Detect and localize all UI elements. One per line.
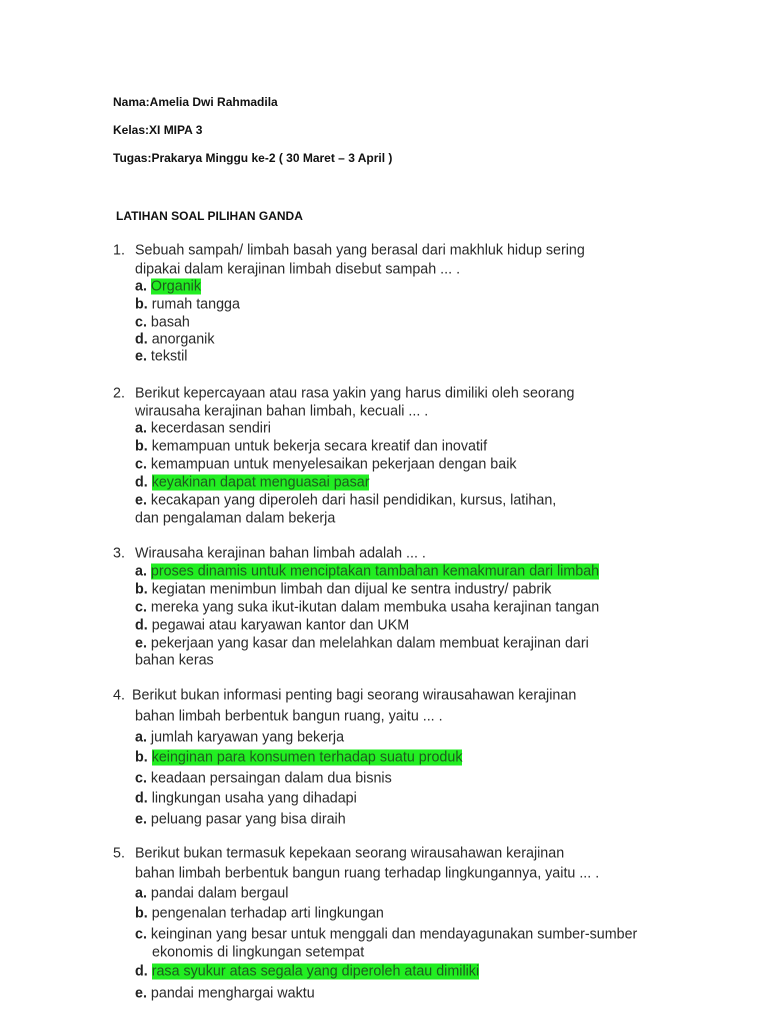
option-c [135,600,599,617]
option-b [135,582,551,599]
option-letter: d. [135,617,148,634]
option-letter: c. [135,456,147,473]
option-letter: b. [135,296,148,313]
option-text: rumah tangga [151,296,240,313]
option-letter: e. [135,348,147,365]
task-title: Tugas:Prakarya Minggu ke-2 ( 30 Maret – 3 April ) [113,151,393,165]
student-class: Kelas:XI MIPA 3 [113,123,203,137]
question-text: Berikut bukan informasi penting bagi seorang wirausahawan kerajinan [132,687,577,704]
option-a [135,564,599,581]
option-text: peluang pasar yang bisa diraih [150,811,346,828]
option-text: pekerjaan yang kasar dan melelahkan dalam membuat kerajinan dari [150,635,589,652]
option-text: lingkungan usaha yang dihadapi [151,790,357,807]
option-letter: b. [135,749,148,766]
option-text: pandai menghargai waktu [150,985,315,1002]
option-text-continuation: ekonomis di lingkungan setempat [152,944,365,961]
option-d [135,475,369,492]
option-text: keinginan yang besar untuk menggali dan mendayagunakan sumber-sumber [150,926,638,943]
option-d [135,964,479,981]
option-letter: c. [135,314,147,331]
option-letter: e. [135,635,147,652]
option-a [135,730,344,747]
selected-answer-highlight: rasa syukur atas segala yang diperoleh atau dimiliki [151,963,480,980]
option-letter: b. [135,905,148,922]
option-text: jumlah karyawan yang bekerja [150,729,345,746]
option-a [135,279,201,296]
option-text: kecakapan yang diperoleh dari hasil pendidikan, kursus, latihan, [150,492,557,509]
question-number: 5. [113,845,125,862]
option-text: tekstil [150,348,188,365]
option-c [135,927,637,944]
option-letter: a. [135,420,147,437]
selected-answer-highlight: keinginan para konsumen terhadap suatu produk [151,749,463,766]
selected-answer-highlight: proses dinamis untuk menciptakan tambahan kemakmuran dari limbah [150,563,600,580]
option-b [135,906,384,923]
option-letter: e. [135,811,147,828]
option-d [135,791,357,808]
option-letter: c. [135,926,147,943]
question-text: dipakai dalam kerajinan limbah disebut sampah ... . [135,261,461,278]
option-letter: b. [135,438,148,455]
section-title: LATIHAN SOAL PILIHAN GANDA [116,209,303,223]
option-text: keadaan persaingan dalam dua bisnis [150,770,392,787]
option-b [135,297,240,314]
option-a [135,421,271,438]
question-text: bahan limbah berbentuk bangun ruang, yaitu ... . [135,708,443,725]
question-text: wirausaha kerajinan bahan limbah, kecuali ... . [135,403,429,420]
option-letter: c. [135,770,147,787]
option-e [135,493,556,510]
option-letter: e. [135,985,147,1002]
option-text: pandai dalam bergaul [150,885,289,902]
option-letter: a. [135,729,147,746]
option-letter: c. [135,599,147,616]
option-e [135,636,589,653]
option-text: pegawai atau karyawan kantor dan UKM [151,617,410,634]
option-letter: b. [135,581,148,598]
option-text: pengenalan terhadap arti lingkungan [151,905,384,922]
option-b [135,750,462,767]
option-letter: a. [135,885,147,902]
option-letter: a. [135,563,147,580]
option-b [135,439,487,456]
option-text: kemampuan untuk bekerja secara kreatif dan inovatif [151,438,488,455]
option-e [135,986,315,1003]
option-text: kemampuan untuk menyelesaikan pekerjaan dengan baik [150,456,517,473]
question-number: 4. [113,687,125,704]
selected-answer-highlight: keyakinan dapat menguasai pasar [151,474,370,491]
question-text: Berikut kepercayaan atau rasa yakin yang harus dimiliki oleh seorang [135,385,575,402]
option-letter: d. [135,474,148,491]
option-text: basah [150,314,190,331]
option-text: kecerdasan sendiri [150,420,271,437]
option-d [135,618,409,635]
student-name: Nama:Amelia Dwi Rahmadila [113,95,278,109]
option-letter: e. [135,492,147,509]
option-letter: d. [135,331,148,348]
option-text: mereka yang suka ikut-ikutan dalam membuka usaha kerajinan tangan [150,599,600,616]
option-letter: d. [135,790,148,807]
option-text-continuation: dan pengalaman dalam bekerja [135,510,336,527]
option-c [135,315,190,332]
question-text: Sebuah sampah/ limbah basah yang berasal dari makhluk hidup sering [135,242,585,259]
option-c [135,457,517,474]
option-text-continuation: bahan keras [135,652,214,669]
option-c [135,771,392,788]
question-number: 2. [113,385,125,402]
option-text: anorganik [151,331,215,348]
option-letter: d. [135,963,148,980]
option-text: kegiatan menimbun limbah dan dijual ke sentra industry/ pabrik [151,581,552,598]
option-e [135,349,187,366]
option-a [135,886,288,903]
question-number: 1. [113,242,125,259]
selected-answer-highlight: Organik [150,278,201,295]
option-e [135,812,346,829]
question-number: 3. [113,545,125,562]
option-letter: a. [135,278,147,295]
question-text: bahan limbah berbentuk bangun ruang terhadap lingkungannya, yaitu ... . [135,865,600,882]
question-text: Berikut bukan termasuk kepekaan seorang wirausahawan kerajinan [135,845,565,862]
question-text: Wirausaha kerajinan bahan limbah adalah ... . [135,545,426,562]
option-d [135,332,215,349]
